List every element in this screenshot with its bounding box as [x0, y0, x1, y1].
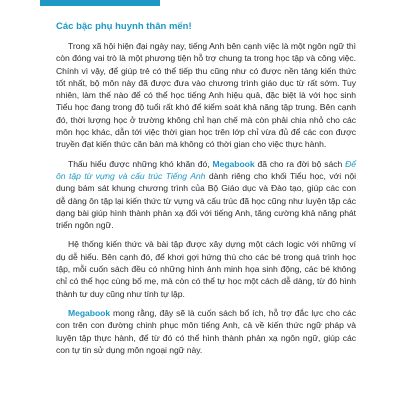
p2-text-a: Thấu hiểu được những khó khăn đó,	[68, 158, 213, 169]
p4-text-a: mong rằng, đây sẽ là cuốn sách bổ ích, hỗ trợ đắc lực cho các con trên con đường chinh phục môn tiếng Anh, cả về kiến thức ngữ pháp và luyện tập thực hành, để từ đó có thể hình thành phản xạ ngôn ngữ, giúp các con tự tin sử dụng môn ngoại ngữ này.	[56, 307, 356, 355]
book-title: Để ôn tập từ vựng và cấu trúc Tiếng Anh	[56, 158, 356, 181]
p2-text-b: đã cho ra đời bộ sách	[254, 158, 346, 169]
preface-page	[56, 20, 356, 363]
brand-megabook: Megabook	[212, 158, 255, 169]
paragraph-2	[56, 158, 356, 232]
salutation: Các bậc phụ huynh thân mến!	[56, 21, 192, 32]
header-band	[40, 0, 160, 6]
paragraph-1: Trong xã hội hiện đại ngày nay, tiếng Anh bên cạnh việc là một ngôn ngữ thì còn đóng vai trò là một phương tiện hỗ trợ chung ta trong học tập và công việc. Chính vì vậy, để giúp trẻ có thể tiếp thu cũng như có được nền tảng kiến thức tốt nhất, bộ môn này đã được đưa vào chương trình giáo dục từ rất sớm. Tuy nhiên, làm thế nào để có thể học tiếng Anh hiệu quả, đặc biệt là với học sinh Tiểu học đang trong độ tuổi rất khó để kiểm soát khả năng tập trung. Bên cạnh đó, thời lượng học ở trường không chỉ hạn chế mà còn phải chia nhỏ cho các môn học khác, dẫn tới việc thời gian học trên lớp chỉ vừa đủ để các con được truyền đạt kiến thức căn bản mà không có thời gian cho việc thực hành.	[56, 41, 356, 150]
brand-megabook: Megabook	[68, 307, 111, 318]
paragraph-3: Hệ thống kiến thức và bài tập được xây dựng một cách logic với những ví dụ dễ hiểu. Bên cạnh đó, để khơi gợi hứng thú cho các bé trong quá trình học tập, mỗi cuốn sách đều có những hình ảnh minh họa sinh động, các bé không chỉ có thể học cùng bố mẹ, mà còn có thể tự học một cách dễ dàng, từ đó hình thành tư duy cũng như tính tự lập.	[56, 239, 356, 299]
paragraph-4	[56, 307, 356, 356]
p2-text-c: dành riêng cho khối Tiểu học, với nội dung bám sát khung chương trình của Bộ Giáo dục và Đào tạo, giúp các con dễ dàng ôn tập lại kiến thức từ vựng và cấu trúc đã học cũng như luyện tập các dạng bài giúp hình thành phản xạ đối với tiếng Anh, tăng cường khả năng phát triển ngôn ngữ.	[56, 170, 356, 231]
